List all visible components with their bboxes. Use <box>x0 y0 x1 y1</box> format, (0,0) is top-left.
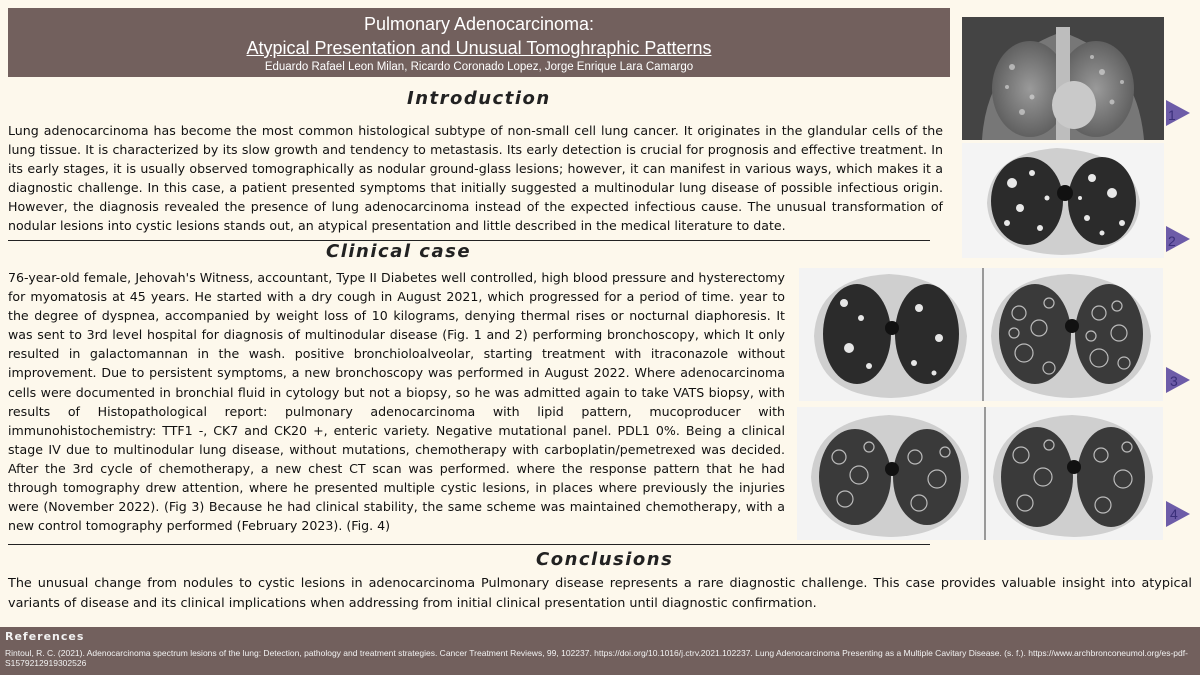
clinical-case-heading: Clinical case <box>326 241 472 262</box>
figure-3-ct-pair <box>799 268 1163 401</box>
figure-1-xray <box>962 17 1164 140</box>
figure-label-2: 2 <box>1168 233 1176 249</box>
section-divider <box>8 544 930 545</box>
conclusions-text: The unusual change from nodules to cystic lesions in adenocarcinoma Pulmonary disease represents a rare diagnostic challenge. This case provides valuable insight into atypical variants of disease and its clinical implications when addressing from initial clinical presentation until diagnostic confirmation. <box>8 576 1192 611</box>
poster-title-line1: Pulmonary Adenocarcinoma: <box>363 14 595 34</box>
poster-authors: Eduardo Rafael Leon Milan, Ricardo Coronado Lopez, Jorge Enrique Lara Camargo <box>264 61 694 73</box>
references-text: Rintoul, R. C. (2021). Adenocarcinoma spectrum lesions of the lung: Detection, pathology and treatment strategies. Cancer Treatment Reviews, 99, 102237. https://doi.org/10.1016/j.ctrv.2021.102237. Lung Adenocarcinoma Presenting as a Multiple Cavitary Disease. (s. f.). https://www.archbronconeumol.org/es-pdf-S1579212919302526 <box>5 648 1188 668</box>
clinical-case-text: 76-year-old female, Jehovah's Witness, accountant, Type II Diabetes well controlled, high blood pressure and hysterectomy for myomatosis at 45 years. He started with a dry cough in August 2021, which progressed for a period of time. year to the degree of dyspnea, accompanied by weight loss of 10 kilograms, denying thermal rises or nocturnal diaphoresis. It was sent to 3rd level hospital for diagnosis of multinodular disease (Fig. 1 and 2) performing bronchoscopy, which It only resulted in galactomannan in the wash. positive bronchioloalveolar, starting treatment with itraconazole without improvement. Due to persistent symptoms, a new bronchoscopy was performed in August 2022. Where adenocarcinoma cells were documented in bronchial fluid in cytology but not a biopsy, so he was admitted again to take VATS biopsy, with results of Histopathological report: pulmonary adenocarcinoma with lipid pattern, mucoproducer with immunohistochemistry: TTF1 -, CK7 and CK20 +, enteric variety. Negative mutational panel. PDL1 0%. Being a clinical stage IV due to multinodular lung disease, without mutations, chemotherapy with carboplatin/pemetrexed was decided. After the 3rd cycle of chemotherapy, a new chest CT scan was performed. where the response pattern that he had through tomography drew attention, where he presented multiple cystic lesions, in places where previously the injuries were (November 2022). (Fig 3) Because he had clinical stability, the same scheme was maintained chemotherapy, with a new control tomography performed (February 2023). (Fig. 4) <box>8 270 785 534</box>
figure-label-3: 3 <box>1170 373 1178 389</box>
poster-title-line2: Atypical Presentation and Unusual Tomoghraphic Patterns <box>246 38 712 58</box>
figure-4-ct-pair <box>797 407 1163 540</box>
references-bar <box>0 627 1200 675</box>
introduction-text: Lung adenocarcinoma has become the most common histological subtype of non-small cell lung cancer. It originates in the glandular cells of the lung tissue. It is characterized by its slow growth and tendency to metastasis. Its early detection is crucial for prognosis and effective treatment. In its early stages, it is usually observed tomographically as nodular ground-glass lesions; however, it can manifest in various ways, which makes it a diagnostic challenge. In this case, a patient presented symptoms that initially suggested a multinodular lung disease of possible infectious origin. However, the diagnosis revealed the presence of lung adenocarcinoma instead of the expected infectious cause. The unusual transformation of nodular lesions into cystic lesions stands out, an atypical presentation and little described in the medical literature to date. <box>8 123 943 233</box>
figure-label-1: 1 <box>1168 107 1176 123</box>
introduction-heading: Introduction <box>407 88 551 109</box>
figure-label-4: 4 <box>1170 506 1178 522</box>
figure-2-ct <box>962 143 1164 258</box>
poster-header <box>8 8 950 77</box>
references-heading: References <box>5 630 85 643</box>
conclusions-heading: Conclusions <box>536 549 674 570</box>
